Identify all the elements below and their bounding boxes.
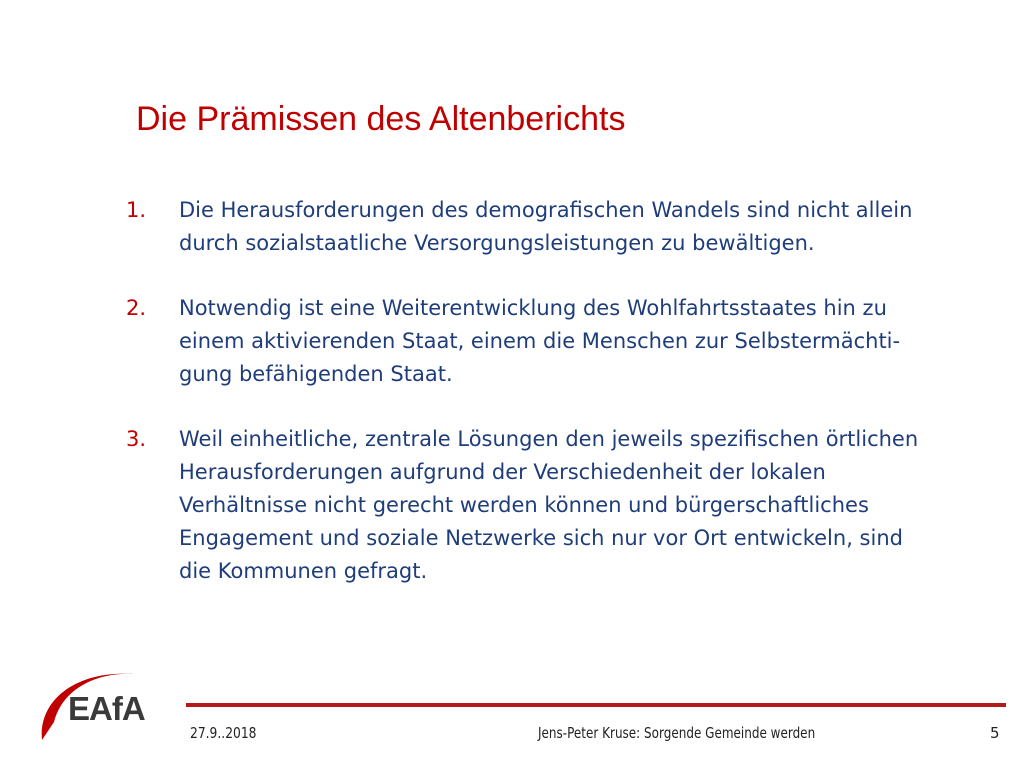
footer-date: 27.9..2018 <box>190 724 257 742</box>
list-item <box>126 194 1006 260</box>
list-item-number: 2. <box>126 296 147 320</box>
list-item-text: Weil einheitliche, zentrale Lösungen den jeweils spezifischen örtlichen Herausforderungen aufgrund der Verschiedenheit der lokalen Verhältnisse nicht gerecht werden können und bürgerschaftliches Engagement und soziale Netzwerke sich nur vor Ort entwickeln, sind die Kommunen gefragt. <box>179 427 919 583</box>
eafa-logo-text: EAfA <box>68 690 145 727</box>
list-item <box>126 292 1006 391</box>
list-item-text: Die Herausforderungen des demografischen Wandels sind nicht allein durch sozialstaatliche Versorgungsleistungen zu bewältigen. <box>179 198 913 255</box>
list-item <box>126 423 1006 588</box>
list-item-number: 1. <box>126 198 147 222</box>
footer-page-number: 5 <box>990 724 1000 742</box>
footer-divider <box>186 703 1006 707</box>
list-item-text: Notwendig ist eine Weiterentwicklung des Wohlfahrtsstaates hin zu einem aktivierenden Staat, einem die Menschen zur Selbstermächti- gung befähigenden Staat. <box>179 296 901 386</box>
list-item-number: 3. <box>126 427 147 451</box>
footer-presenter-title: Jens-Peter Kruse: Sorgende Gemeinde werden <box>538 724 816 742</box>
slide-title: Die Prämissen des Altenberichts <box>136 100 626 138</box>
premises-list <box>126 194 1006 620</box>
